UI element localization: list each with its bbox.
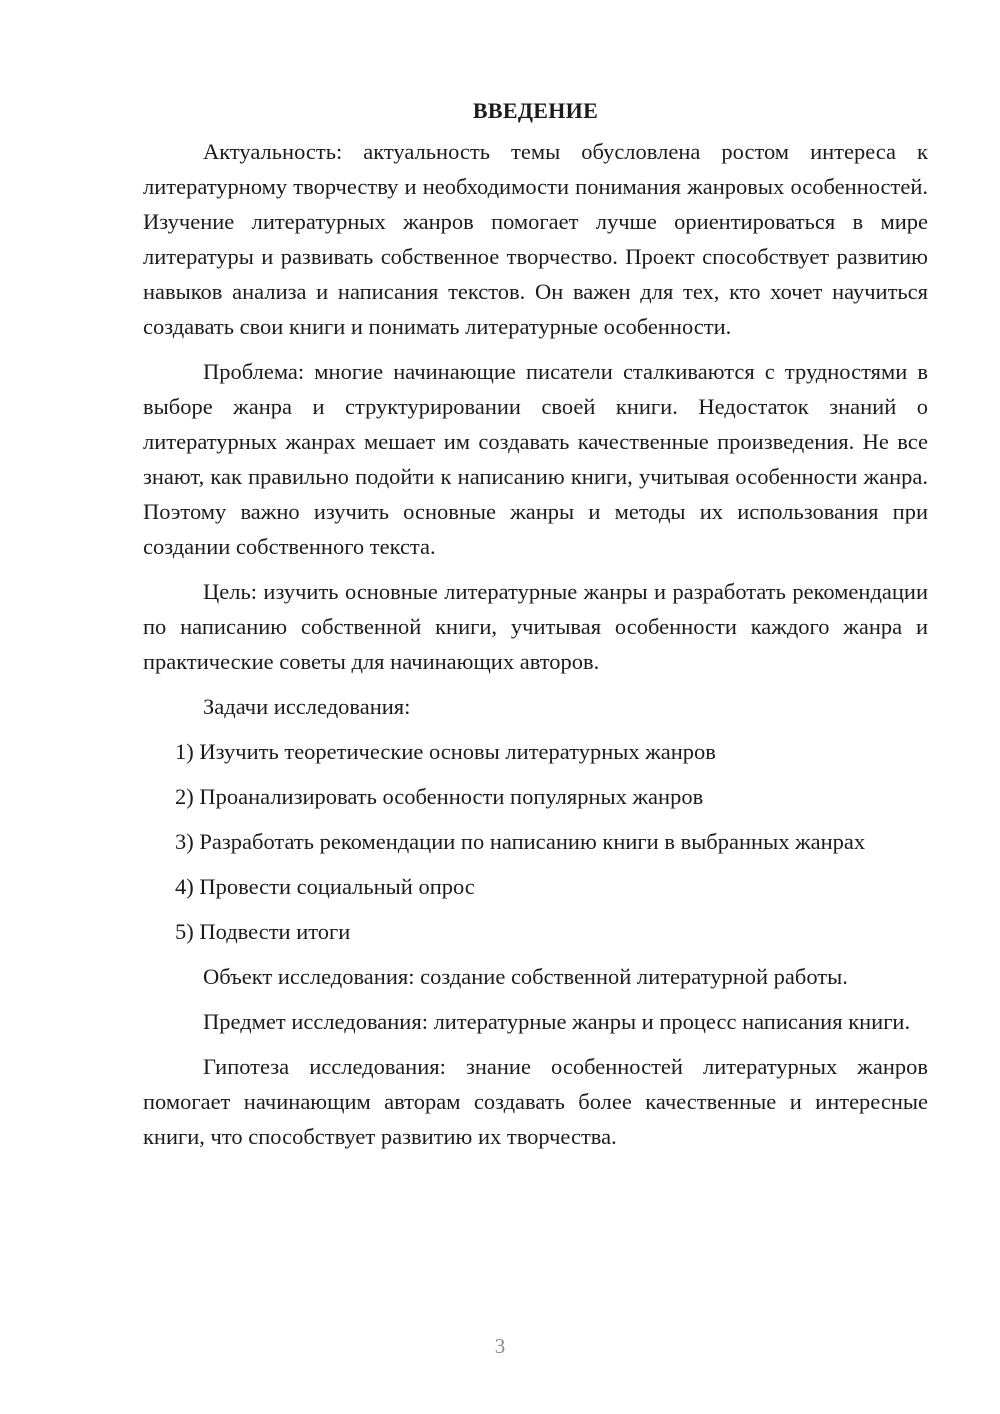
task-item: 2) Проанализировать особенности популярных жанров — [175, 784, 704, 809]
section-title: ВВЕДЕНИЕ — [472, 98, 599, 123]
task-item: 1) Изучить теоретические основы литературных жанров — [175, 739, 716, 764]
tasks-heading: Задачи исследования: — [203, 694, 411, 719]
task-item: 3) Разработать рекомендации по написанию книги в выбранных жанрах — [175, 829, 866, 854]
relevance-paragraph: Актуальность: актуальность темы обусловлена ростом интереса к литературному творчеству и необходимости понимания жанровых особенностей. Изучение литературных жанров помогает лучше ориентироваться в мире литературы и развивать собственное творчество. Проект способствует развитию навыков анализа и написания текстов. Он важен для тех, кто хочет научиться создавать свои книги и понимать литературные особенности. — [143, 139, 928, 339]
subject-paragraph: Предмет исследования: литературные жанры и процесс написания книги. — [203, 1009, 911, 1034]
problem-paragraph: Проблема: многие начинающие писатели сталкиваются с трудностями в выборе жанра и структурировании своей книги. Недостаток знаний о литературных жанрах мешает им создавать качественные произведения. Не все знают, как правильно подойти к написанию книги, учитывая особенности жанра. Поэтому важно изучить основные жанры и методы их использования при создании собственного текста. — [143, 359, 928, 559]
hypothesis-paragraph: Гипотеза исследования: знание особенностей литературных жанров помогает начинающим авторам создавать более качественные и интересные книги, что способствует развитию их творчества. — [143, 1054, 928, 1149]
task-item: 5) Подвести итоги — [175, 919, 351, 944]
document-page — [143, 96, 928, 1164]
goal-paragraph: Цель: изучить основные литературные жанры и разработать рекомендации по написанию собственной книги, учитывая особенности каждого жанра и практические советы для начинающих авторов. — [143, 579, 928, 674]
task-item: 4) Провести социальный опрос — [175, 874, 475, 899]
page-number: 3 — [494, 1334, 506, 1358]
object-paragraph: Объект исследования: создание собственной литературной работы. — [203, 964, 848, 989]
